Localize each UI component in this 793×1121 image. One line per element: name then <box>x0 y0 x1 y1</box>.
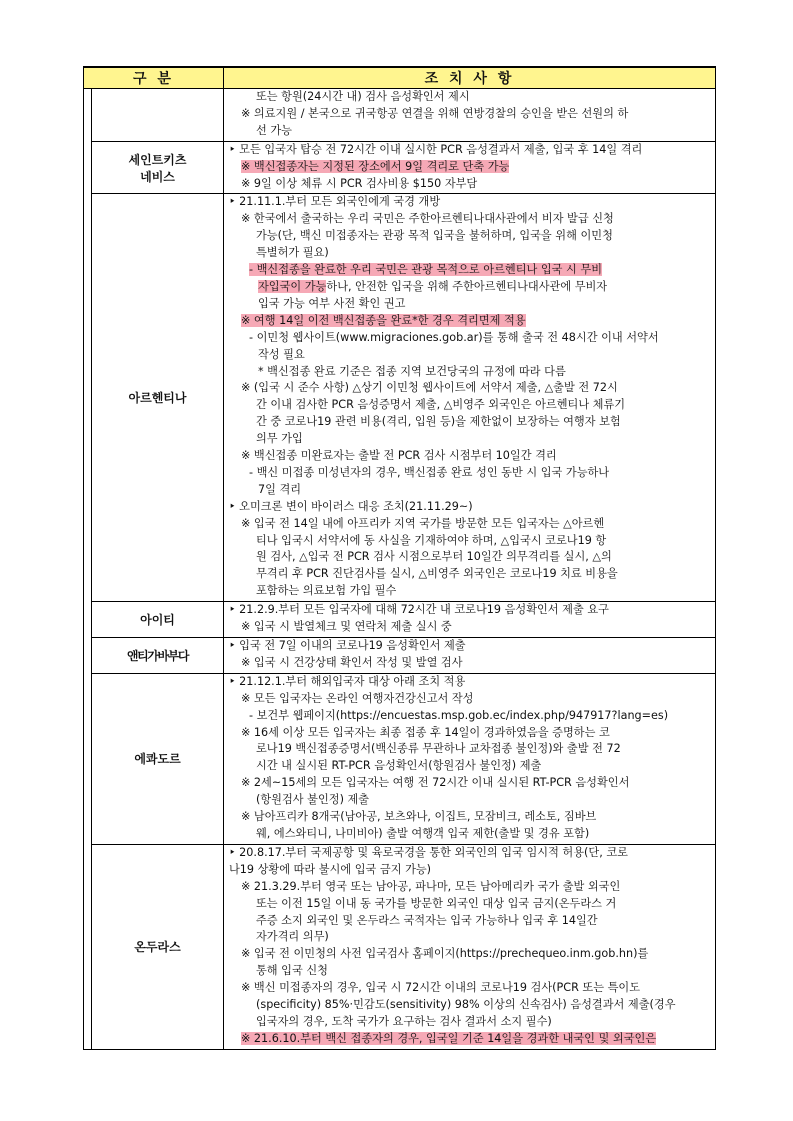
header-category: 구 분 <box>84 67 224 89</box>
text-line: ※ 입국 전 14일 내에 아프리카 지역 국가를 방문한 모든 입국자는 △아르헨 <box>241 516 605 530</box>
text-line: ※ 16세 이상 모든 입국자는 최종 접종 후 14일이 경과하였음을 증명하는 코 <box>241 725 610 739</box>
text-line: 시간 내 실시된 RT-PCR 음성확인서(항원검사 불인정) 제출 <box>256 759 542 773</box>
table-row <box>84 673 716 844</box>
measures-cell <box>224 638 716 674</box>
left-margin-cell <box>84 89 92 1050</box>
text-line: ※ 백신접종 미완료자는 출발 전 PCR 검사 시점부터 10일간 격리 <box>241 449 557 463</box>
text-line: 티나 입국시 서약서에 동 사실을 기재하여야 하며, △입국시 코로나19 항 <box>256 533 607 547</box>
text-line: ‣ 21.12.1.부터 해외입국자 대상 아래 조치 적용 <box>229 674 466 688</box>
text-line: (항원검사 불인정) 제출 <box>256 793 370 807</box>
text-line: ※ 입국 전 이민청의 사전 입국검사 홈페이지(https://prechequeo.inm.gob.hn)를 <box>241 947 649 961</box>
country-cell-empty <box>92 89 224 142</box>
text-line: ‣ 오미크론 변이 바이러스 대응 조치(21.11.29~) <box>229 499 473 513</box>
text-line: ※ 한국에서 출국하는 우리 국민은 주한아르헨티나대사관에서 비자 발급 신청 <box>241 212 614 226</box>
text-line: ‣ 21.11.1.부터 모든 외국인에게 국경 개방 <box>229 195 441 209</box>
text-line: (specificity) 85%·민감도(sensitivity) 98% 이상의 신속검사) 음성결과서 제출(경우 <box>256 998 676 1012</box>
text-line: 로나19 백신접종증명서(백신종류 무관하나 교차접종 불인정)와 출발 전 72 <box>256 742 621 756</box>
text-line: - 백신 미접종 미성년자의 경우, 백신접종 완료 성인 동반 시 입국 가능하나 <box>249 465 610 479</box>
text-line: ※ 입국 시 발열체크 및 연락처 제출 실시 중 <box>241 620 452 634</box>
text-line: 통해 입국 신청 <box>256 964 328 978</box>
table-header-row <box>84 67 716 89</box>
text-line: 나19 상황에 따라 불시에 입국 금지 가능) <box>229 862 432 876</box>
text-line: 의무 가입 <box>256 432 303 446</box>
country-cell: 온두라스 <box>92 844 224 1049</box>
measures-cell <box>224 194 716 602</box>
text-line: 또는 항원(24시간 내) 검사 음성확인서 제시 <box>256 90 470 103</box>
highlighted-text: ※ 백신접종자는 지정된 장소에서 9일 격리로 단축 가능 <box>241 159 510 173</box>
text-line: 자가격리 의무) <box>256 930 329 944</box>
text-line: ※ 입국 시 건강상태 확인서 작성 및 발열 검사 <box>241 655 463 669</box>
country-cell <box>92 141 224 194</box>
table-row <box>84 638 716 674</box>
measures-table <box>83 66 716 1050</box>
text-line: ※ 9일 이상 체류 시 PCR 검사비용 $150 자부담 <box>241 176 478 190</box>
text-line: ※ 남아프리카 8개국(남아공, 보츠와나, 이집트, 모잠비크, 레소토, 짐바브 <box>241 810 597 824</box>
text-line: 가능(단, 백신 미접종자는 관광 목적 입국을 불허하며, 입국을 위해 이민청 <box>256 229 613 243</box>
text-line: 특별허가 필요) <box>256 246 329 260</box>
measures-cell <box>224 602 716 638</box>
text-line: ※ (입국 시 준수 사항) △상기 이민청 웹사이트에 서약서 제출, △출발 전 72시 <box>241 381 618 395</box>
table-row <box>84 89 716 142</box>
highlighted-text: - 백신접종을 완료한 우리 국민은 관광 목적으로 아르헨티나 입국 시 무비 <box>249 263 603 277</box>
text-line: ※ 백신 미접종자의 경우, 입국 시 72시간 이내의 코로나19 검사(PCR 또는 특이도 <box>241 981 641 995</box>
measures-cell <box>224 844 716 1049</box>
table-row <box>84 602 716 638</box>
text-line: ‣ 입국 전 7일 이내의 코로나19 음성확인서 제출 <box>229 639 466 652</box>
highlighted-text: ※ 21.6.10.부터 백신 접종자의 경우, 입국일 기준 14일을 경과한 내국인 및 외국인은 <box>241 1031 657 1045</box>
country-name-line: 네비스 <box>140 169 175 184</box>
text-line: 입국자의 경우, 도착 국가가 요구하는 검사 결과서 소지 필수) <box>256 1014 552 1028</box>
text-line: ※ 의료지원 / 본국으로 귀국항공 연결을 위해 연방경찰의 승인을 받은 선원의 하 <box>241 106 629 120</box>
text-line: - 이민청 웹사이트(www.migraciones.gob.ar)를 통해 출국 전 48시간 이내 서약서 <box>249 330 659 344</box>
text-line: 선 가능 <box>256 123 292 137</box>
text-line: ※ 모든 입국자는 온라인 여행자건강신고서 작성 <box>241 691 474 705</box>
text-line: 7일 격리 <box>258 482 302 496</box>
text-line: ※ 2세~15세의 모든 입국자는 여행 전 72시간 이내 실시된 RT-PCR 음성확인서 <box>241 776 630 790</box>
text-line: 또는 이전 15일 이내 동 국가를 방문한 외국인 대상 입국 금지(온두라스 거 <box>256 896 617 910</box>
text-line: 웨, 에스와티니, 나미비아) 출발 여행객 입국 제한(출발 및 경유 포함) <box>256 826 590 840</box>
text-line: 원 검사, △입국 전 PCR 검사 시점으로부터 10일간 의무격리를 실시, △의 <box>256 550 612 564</box>
text-line: 작성 필요 <box>258 347 305 361</box>
country-cell: 아르헨티나 <box>92 194 224 602</box>
text-line: 주증 소지 외국인 및 온두라스 국적자는 입국 가능하나 입국 후 14일간 <box>256 913 598 927</box>
text-line: 입국 가능 여부 사전 확인 권고 <box>258 296 406 310</box>
country-name-line: 세인트키츠 <box>128 152 187 167</box>
text-line: ‣ 20.8.17.부터 국제공항 및 육로국경을 통한 외국인의 입국 임시적 허용(단, 코로 <box>229 845 628 859</box>
text-line: * 백신접종 완료 기준은 접종 지역 보건당국의 규정에 따라 다름 <box>258 364 566 378</box>
country-cell: 아이티 <box>92 602 224 638</box>
table-row <box>84 141 716 194</box>
text-line: 간 이내 검사한 PCR 음성증명서 제출, △비영주 외국인은 아르헨티나 체류기 <box>256 398 626 412</box>
country-cell: 앤티가바부다 <box>92 638 224 674</box>
text-line: ‣ 21.2.9.부터 모든 입국자에 대해 72시간 내 코로나19 음성확인서 제출 요구 <box>229 603 609 617</box>
text-line: ‣ 모든 입국자 탑승 전 72시간 이내 실시한 PCR 음성결과서 제출, 입국 후 14일 격리 <box>229 142 643 156</box>
measures-cell <box>224 89 716 142</box>
highlighted-text: ※ 여행 14일 이전 백신접종을 완료*한 경우 격리면제 적용 <box>241 313 526 327</box>
text-line: - 보건부 웹페이지(https://encuestas.msp.gob.ec/index.php/947917?lang=es) <box>249 708 669 722</box>
text-span: 하나, 안전한 입국을 위해 주한아르헨티나대사관에 무비자 <box>326 279 608 293</box>
measures-cell <box>224 141 716 194</box>
highlighted-text: 자입국이 가능 <box>258 279 327 293</box>
country-cell: 에콰도르 <box>92 673 224 844</box>
table-row <box>84 194 716 602</box>
text-line: 포함하는 의료보험 가입 필수 <box>256 584 397 598</box>
text-line: 간 중 코로나19 관련 비용(격리, 입원 등)을 제한없이 보장하는 여행자 보험 <box>256 415 621 429</box>
table-row <box>84 844 716 1049</box>
text-line: 무격리 후 PCR 진단검사를 실시, △비영주 외국인은 코로나19 치료 비용을 <box>256 567 618 581</box>
measures-cell <box>224 673 716 844</box>
text-line: ※ 21.3.29.부터 영국 또는 남아공, 파나마, 모든 남아메리카 국가 출발 외국인 <box>241 879 621 893</box>
header-measures: 조 치 사 항 <box>224 67 716 89</box>
